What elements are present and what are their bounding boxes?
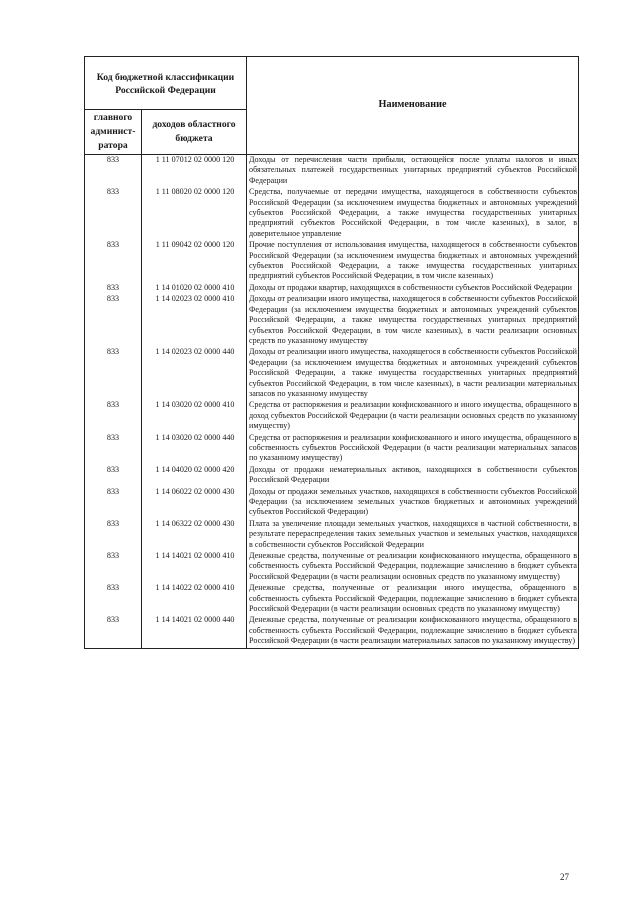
admin-code-cell: 833 — [106, 294, 120, 304]
income-name-cell: Доходы от реализации иного имущества, находящегося в собственности субъектов Российской Федерации (за исключением имущества бюджетных и автономных учреждений субъектов Российской Федерации, а также имущества государственных унитарных предприятий субъектов Российской Федерации, в том числе казенных), в части реализации основных средств по указанному имуществу — [247, 294, 579, 347]
income-name-cell: Средства, получаемые от передачи имущества, находящегося в собственности субъектов Российской Федерации (за исключением имущества бюджетных и автономных учреждений субъектов Российской Федерации, а также имущества государственных унитарных предприятий субъектов Российской Федерации, в том числе казенных), в залог, в доверительное управление — [247, 187, 579, 240]
table-row — [85, 519, 579, 551]
header-classification-code: Код бюджетной классификации Российской Федерации — [85, 57, 247, 110]
admin-code-cell: 833 — [106, 615, 120, 625]
header-regional-income: доходов областного бюджета — [142, 110, 247, 155]
header-name: Наименование — [247, 57, 579, 155]
income-name-cell: Средства от распоряжения и реализации конфискованного и иного имущества, обращенного в собственность субъектов Российской Федерации (в части реализации материальных запасов по указанному имуществу) — [247, 433, 579, 465]
income-name-cell: Доходы от перечисления части прибыли, остающейся после уплаты налогов и иных обязательных платежей государственных унитарных предприятий субъектов Российской Федерации — [247, 155, 579, 188]
table-row — [85, 294, 579, 347]
table-row — [85, 400, 579, 432]
income-code-cell: 1 11 09042 02 0000 120 — [142, 240, 247, 283]
admin-code-cell: 833 — [106, 583, 120, 593]
admin-code-cell: 833 — [106, 347, 120, 357]
table-row — [85, 155, 579, 188]
income-code-cell: 1 14 02023 02 0000 410 — [142, 294, 247, 347]
income-name-cell: Плата за увеличение площади земельных участков, находящихся в частной собственности, в результате перераспределения таких земельных участков и земельных участков, находящихся в собственности субъектов Российской Федерации — [247, 519, 579, 551]
table-row — [85, 583, 579, 615]
table-row — [85, 465, 579, 487]
admin-code-cell: 833 — [106, 187, 120, 197]
admin-code-cell: 833 — [106, 155, 120, 164]
income-name-cell: Доходы от реализации иного имущества, находящегося в собственности субъектов Российской Федерации (за исключением имущества бюджетных и автономных учреждений субъектов Российской Федерации, а также имущества государственных унитарных предприятий субъектов Российской Федерации, в том числе казенных), в части реализации материальных запасов по указанному имуществу — [247, 347, 579, 400]
admin-code-cell: 833 — [106, 464, 120, 474]
page-number: 27 — [560, 872, 569, 882]
income-name-cell: Доходы от продажи земельных участков, находящихся в собственности субъектов Российской Федерации (за исключением земельных участков бюджетных и автономных учреждений субъектов Российской Федерации) — [247, 487, 579, 519]
table-row — [85, 551, 579, 583]
admin-code-cell: 833 — [106, 432, 120, 442]
table-row — [85, 283, 579, 294]
income-name-cell: Доходы от продажи квартир, находящихся в собственности субъектов Российской Федерации — [247, 283, 579, 294]
income-code-cell: 1 14 14021 02 0000 440 — [142, 615, 247, 648]
table-row — [85, 487, 579, 519]
income-name-cell: Прочие поступления от использования имущества, находящегося в собственности субъектов Российской Федерации (за исключением имущества бюджетных и автономных учреждений субъектов Российской Федерации, а также имущества государственных унитарных предприятий субъектов Российской Федерации, в том числе казенных) — [247, 240, 579, 283]
income-name-cell: Денежные средства, полученные от реализации конфискованного имущества, обращенного в собственность субъекта Российской Федерации, подлежащие зачислению в бюджет субъекта Российской Федерации (в части реализации основных средств по указанному имуществу) — [247, 551, 579, 583]
income-code-cell: 1 14 06322 02 0000 430 — [142, 519, 247, 551]
table-body — [85, 155, 579, 649]
income-name-cell: Доходы от продажи нематериальных активов, находящихся в собственности субъектов Российской Федерации — [247, 465, 579, 487]
table-row — [85, 187, 579, 240]
income-code-cell: 1 11 07012 02 0000 120 — [142, 155, 247, 188]
admin-code-cell: 833 — [106, 486, 120, 496]
income-code-cell: 1 14 03020 02 0000 440 — [142, 433, 247, 465]
admin-code-cell: 833 — [106, 551, 120, 561]
budget-document — [84, 56, 578, 649]
income-code-cell: 1 14 06022 02 0000 430 — [142, 487, 247, 519]
table-row — [85, 433, 579, 465]
admin-code-cell: 833 — [106, 518, 120, 528]
header-main-administrator: главного админист-ратора — [85, 110, 142, 155]
budget-classification-table — [84, 56, 579, 649]
admin-code-cell: 833 — [106, 282, 120, 292]
income-code-cell: 1 14 04020 02 0000 420 — [142, 465, 247, 487]
admin-code-cell: 833 — [106, 240, 120, 250]
income-code-cell: 1 14 01020 02 0000 410 — [142, 283, 247, 294]
income-code-cell: 1 11 08020 02 0000 120 — [142, 187, 247, 240]
admin-code-cell: 833 — [106, 400, 120, 410]
income-code-cell: 1 14 14022 02 0000 410 — [142, 583, 247, 615]
income-name-cell: Денежные средства, полученные от реализации иного имущества, обращенного в собственность субъекта Российской Федерации, подлежащие зачислению в бюджет субъекта Российской Федерации (в части реализации основных средств по указанному имуществу) — [247, 583, 579, 615]
income-name-cell: Средства от распоряжения и реализации конфискованного и иного имущества, обращенного в доход субъектов Российской Федерации (в части реализации основных средств по указанному имуществу) — [247, 400, 579, 432]
income-code-cell: 1 14 02023 02 0000 440 — [142, 347, 247, 400]
table-row — [85, 240, 579, 283]
income-code-cell: 1 14 03020 02 0000 410 — [142, 400, 247, 432]
table-row — [85, 615, 579, 648]
income-name-cell: Денежные средства, полученные от реализации конфискованного имущества, обращенного в собственность субъекта Российской Федерации, подлежащие зачислению в бюджет субъекта Российской Федерации (в части реализации материальных запасов по указанному имуществу) — [247, 615, 579, 648]
income-code-cell: 1 14 14021 02 0000 410 — [142, 551, 247, 583]
table-row — [85, 347, 579, 400]
